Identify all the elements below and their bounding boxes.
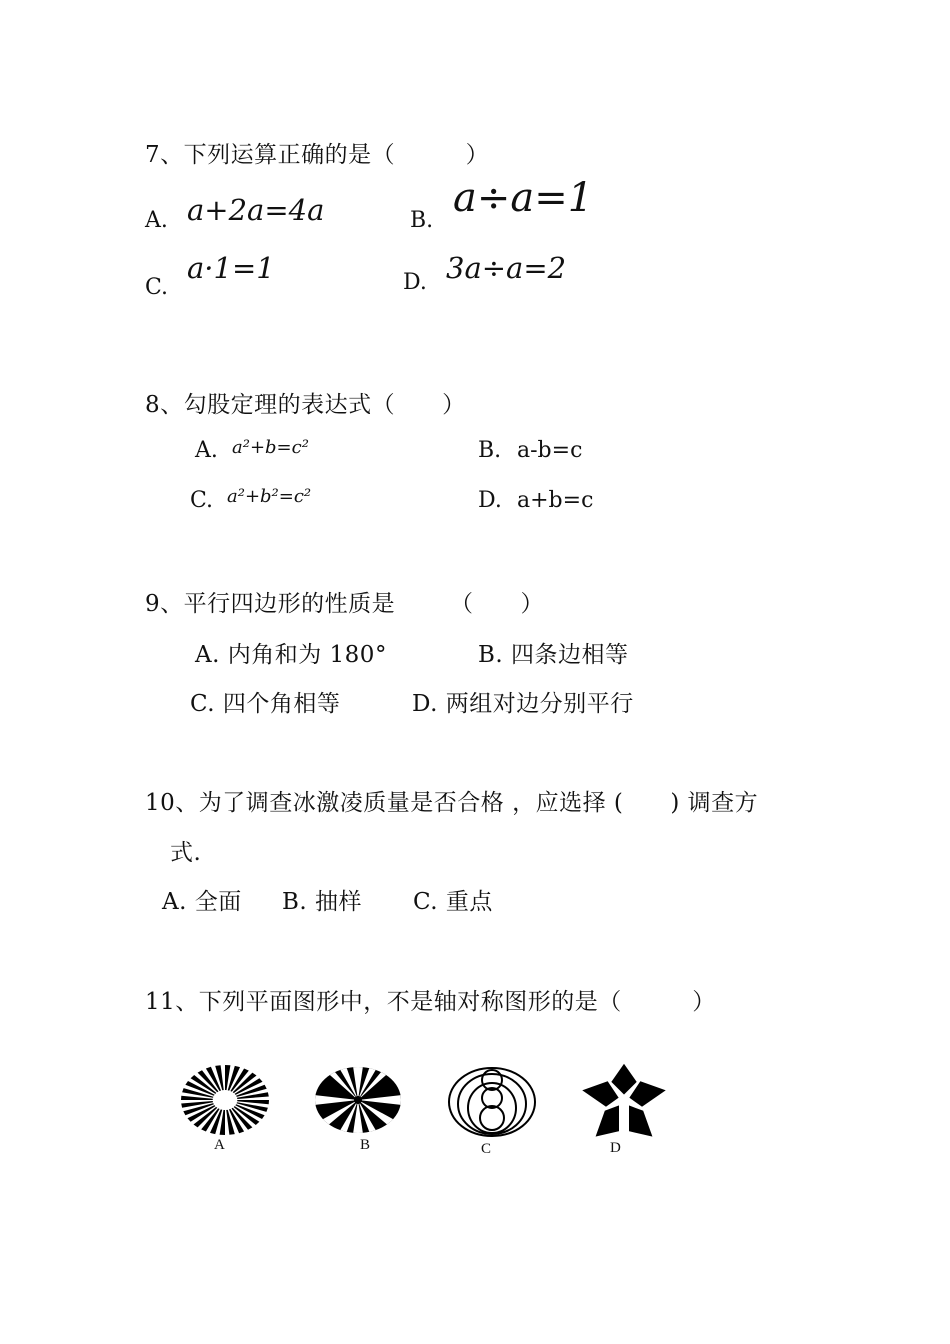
sunburst-center (213, 1090, 237, 1110)
q7-stem: 7、下列运算正确的是（ ） (145, 142, 490, 168)
q8-option-d-label: D. (478, 488, 502, 513)
pentagon-petals-icon (576, 1060, 672, 1140)
q8-option-c-expr: a²+b²=c² (227, 486, 312, 507)
figure-b-label: B (360, 1137, 371, 1153)
q7-option-b-expr: a÷a=1 (453, 175, 594, 221)
q9-option-b: B. 四条边相等 (478, 642, 629, 668)
q7-option-d-expr: 3a÷a=2 (446, 251, 567, 285)
figure-c-label: C (481, 1141, 492, 1157)
q9-option-d: D. 两组对边分别平行 (412, 691, 634, 717)
q7-option-c-expr: a·1=1 (187, 251, 275, 285)
q9-stem: 9、平行四边形的性质是 (145, 591, 396, 617)
q7-option-c-label: C. (145, 275, 169, 300)
sunburst-ray (181, 1101, 213, 1108)
q7-option-b-label: B. (410, 208, 434, 233)
q7-option-d-label: D. (403, 270, 427, 295)
nested-circles-icon (447, 1066, 537, 1138)
q10-option-c: C. 重点 (413, 889, 493, 915)
sunburst-ray (215, 1065, 224, 1090)
q10-option-a: A. 全面 (162, 889, 242, 915)
q10-option-b: B. 抽样 (282, 889, 363, 915)
q7-option-a-label: A. (145, 208, 168, 233)
q9-answer-paren: （ ） (450, 591, 544, 617)
sunburst-ray (226, 1110, 235, 1135)
figure-a-label: A (214, 1137, 225, 1153)
sunburst-icon (180, 1064, 270, 1136)
q8-stem: 8、勾股定理的表达式（ ） (145, 392, 466, 418)
figure-d-label: D (610, 1140, 621, 1156)
q8-option-b-label: B. (478, 438, 502, 463)
q8-option-b-text: a-b=c (517, 438, 583, 463)
q9-option-c: C. 四个角相等 (190, 691, 341, 717)
q8-option-c-label: C. (190, 488, 214, 513)
q7-option-a-expr: a+2a=4a (187, 193, 325, 227)
q11-stem: 11、下列平面图形中，不是轴对称图形的是（ ） (145, 989, 716, 1015)
q10-stem: 10、为了调查冰激凌质量是否合格 ，应选择 ( ) 调查方 (145, 790, 759, 816)
q8-option-a-expr: a²+b=c² (232, 437, 309, 458)
q10-stem-continued: 式. (170, 840, 202, 866)
asterisk-star-icon (314, 1066, 402, 1134)
q8-option-d-text: a+b=c (517, 488, 594, 513)
q9-option-a: A. 内角和为 180° (195, 642, 387, 668)
sunburst-ray (237, 1092, 269, 1099)
q8-option-a-label: A. (195, 438, 218, 463)
